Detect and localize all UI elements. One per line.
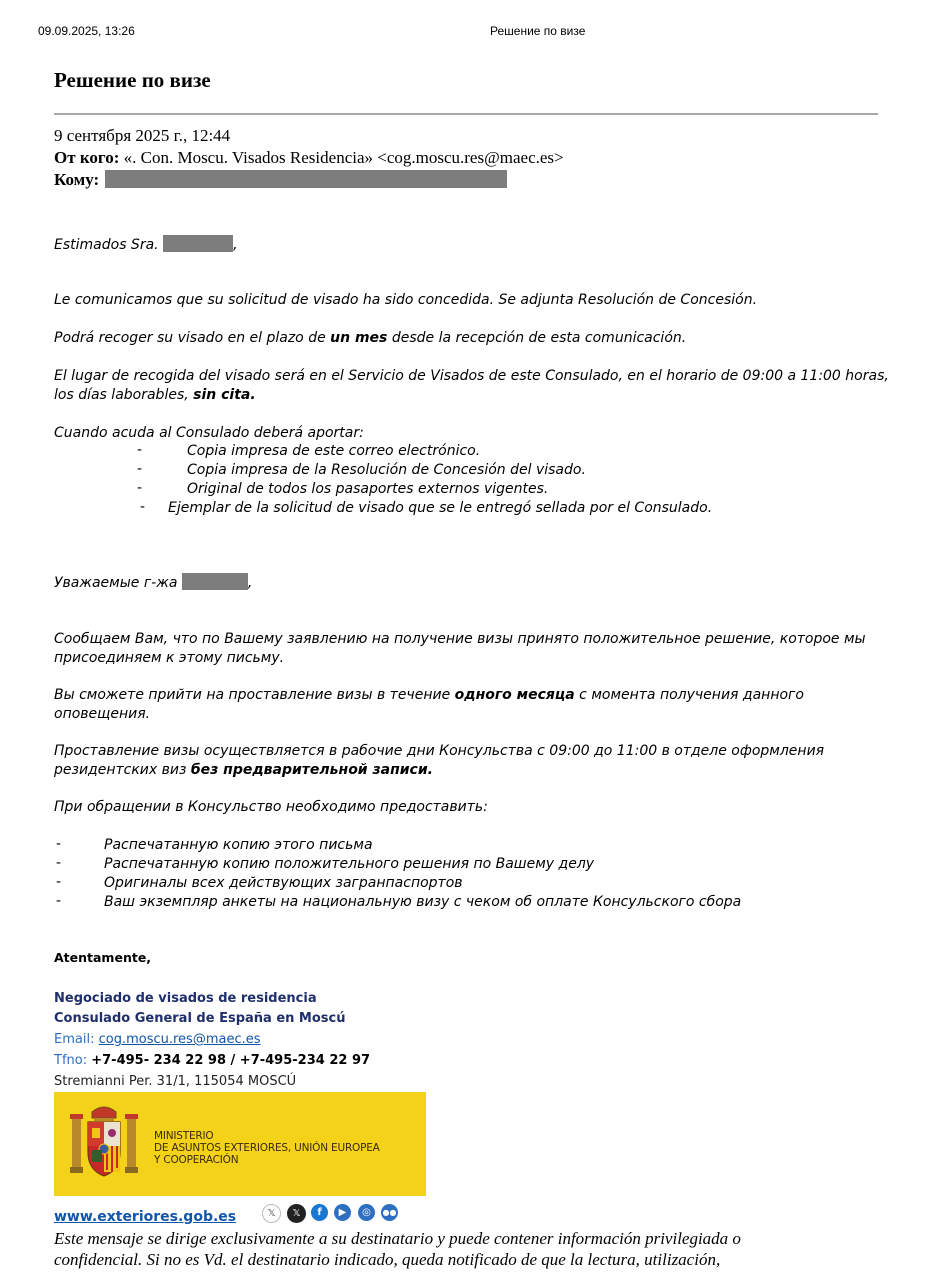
phone-label: Tfno: bbox=[54, 1053, 92, 1068]
redacted-recipient bbox=[105, 170, 507, 188]
russian-p3-line2 bbox=[54, 761, 433, 780]
russian-list-item: Ваш экземпляр анкеты на национальную визу с чеком об оплате Консульского сбора bbox=[104, 894, 742, 910]
russian-list-item: Оригиналы всех действующих загранпаспортов bbox=[104, 875, 463, 891]
list-dash: - bbox=[56, 855, 62, 871]
list-dash: - bbox=[56, 836, 62, 852]
signature-address: Stremianni Per. 31/1, 115054 MOSCÚ bbox=[54, 1074, 297, 1089]
signature-email bbox=[54, 1032, 261, 1047]
spanish-p2-text-after: desde la recepción de esta comunicación. bbox=[387, 330, 687, 346]
russian-p2-text-after: с момента получения данного bbox=[574, 687, 804, 703]
x-icon[interactable]: 𝕏 bbox=[287, 1204, 306, 1223]
redacted-name bbox=[182, 573, 248, 590]
youtube-icon[interactable]: ▶ bbox=[334, 1204, 351, 1221]
spanish-p3-line1: El lugar de recogida del visado será en el Servicio de Visados de este Consulado, en el horario de 09:00 a 11:00 horas, bbox=[54, 368, 889, 384]
spanish-greeting-text: Estimados Sra. bbox=[54, 237, 159, 253]
spanish-p1: Le comunicamos que su solicitud de visado ha sido concedida. Se adjunta Resolución de Concesión. bbox=[54, 292, 758, 308]
spanish-greeting: Estimados Sra. , bbox=[54, 237, 238, 253]
website-link-text[interactable]: www.exteriores.gob.es bbox=[54, 1209, 237, 1225]
list-dash: - bbox=[137, 480, 143, 496]
ministry-line: DE ASUNTOS EXTERIORES, UNIÓN EUROPEA bbox=[154, 1142, 380, 1154]
coat-of-arms-icon bbox=[68, 1104, 140, 1182]
spanish-p3-text: los días laborables, bbox=[54, 387, 194, 403]
email-date: 9 сентября 2025 г., 12:44 bbox=[54, 126, 231, 145]
list-dash: - bbox=[140, 499, 146, 515]
instagram-icon[interactable]: ◎ bbox=[358, 1204, 375, 1221]
signature-phone bbox=[54, 1053, 370, 1068]
list-dash: - bbox=[56, 893, 62, 909]
russian-list-item: Распечатанную копию этого письма bbox=[104, 837, 373, 853]
spanish-p3-bold: sin cita. bbox=[193, 387, 256, 403]
spanish-p3-line2 bbox=[54, 386, 256, 405]
ministry-line: Y COOPERACIÓN bbox=[154, 1154, 239, 1166]
email-link[interactable]: cog.moscu.res@maec.es bbox=[98, 1032, 261, 1047]
signature-consulate: Consulado General de España en Moscú bbox=[54, 1011, 346, 1026]
print-datetime: 09.09.2025, 13:26 bbox=[38, 24, 135, 38]
redacted-name bbox=[163, 235, 233, 252]
russian-p2-bold: одного месяца bbox=[454, 687, 575, 703]
russian-p1-line2: присоединяем к этому письму. bbox=[54, 650, 285, 666]
divider bbox=[54, 113, 878, 115]
ministry-name bbox=[154, 1130, 380, 1166]
facebook-icon[interactable]: f bbox=[311, 1204, 328, 1221]
disclaimer-line: Este mensaje se dirige exclusivamente a su destinatario y puede contener información privilegiada o bbox=[54, 1229, 741, 1248]
to-label: Кому: bbox=[54, 170, 100, 189]
russian-p2-text: Вы сможете прийти на проставление визы в течение bbox=[54, 687, 455, 703]
russian-p1-line1: Сообщаем Вам, что по Вашему заявлению на получение визы принято положительное решение, которое мы bbox=[54, 631, 866, 647]
spanish-list-item: Copia impresa de la Resolución de Concesión del visado. bbox=[187, 462, 586, 478]
russian-p3-text: резидентских виз bbox=[54, 762, 191, 778]
spanish-p4: Cuando acuda al Consulado deberá aportar: bbox=[54, 425, 364, 441]
russian-p2-line2: оповещения. bbox=[54, 706, 151, 722]
email-from bbox=[54, 148, 564, 168]
russian-greeting: Уважаемые г-жа , bbox=[54, 575, 253, 591]
ministry-banner bbox=[54, 1092, 426, 1196]
list-dash: - bbox=[137, 442, 143, 458]
phone-value: +7-495- 234 22 98 / +7-495-234 22 97 bbox=[91, 1053, 371, 1068]
spanish-list-item: Ejemplar de la solicitud de visado que se le entregó sellada por el Consulado. bbox=[168, 500, 713, 516]
spanish-p2 bbox=[54, 329, 686, 348]
russian-list-item: Распечатанную копию положительного решения по Вашему делу bbox=[104, 856, 595, 872]
print-page-title: Решение по визе bbox=[490, 24, 586, 38]
spanish-p2-bold: un mes bbox=[330, 330, 388, 346]
email-label: Email: bbox=[54, 1032, 99, 1047]
from-label: От кого: bbox=[54, 148, 120, 167]
russian-p2-line1 bbox=[54, 686, 804, 705]
russian-greeting-text: Уважаемые г-жа bbox=[54, 575, 178, 591]
list-dash: - bbox=[56, 874, 62, 890]
spanish-list-item: Copia impresa de este correo electrónico. bbox=[187, 443, 481, 459]
russian-p3-line1: Проставление визы осуществляется в рабочие дни Консульства с 09:00 до 11:00 в отделе оформления bbox=[54, 743, 825, 759]
closing: Atentamente, bbox=[54, 950, 152, 965]
x-outline-icon[interactable]: 𝕏 bbox=[262, 1204, 281, 1223]
website-link[interactable] bbox=[54, 1209, 236, 1225]
russian-p3-bold: без предварительной записи. bbox=[190, 762, 433, 778]
disclaimer-line: confidencial. Si no es Vd. el destinatario indicado, queda notificado de que la lectura, utilización, bbox=[54, 1250, 721, 1269]
spanish-p2-text: Podrá recoger su visado en el plazo de bbox=[54, 330, 331, 346]
spanish-list-item: Original de todos los pasaportes externos vigentes. bbox=[187, 481, 549, 497]
list-dash: - bbox=[137, 461, 143, 477]
email-to bbox=[54, 170, 507, 190]
flickr-icon[interactable]: ●● bbox=[381, 1204, 398, 1221]
ministry-line: MINISTERIO bbox=[154, 1130, 214, 1142]
from-value: «. Con. Moscu. Visados Residencia» <cog.moscu.res@maec.es> bbox=[123, 148, 564, 167]
russian-p4: При обращении в Консульство необходимо предоставить: bbox=[54, 799, 488, 815]
email-subject: Решение по визе bbox=[54, 68, 211, 92]
signature-department: Negociado de visados de residencia bbox=[54, 991, 317, 1006]
